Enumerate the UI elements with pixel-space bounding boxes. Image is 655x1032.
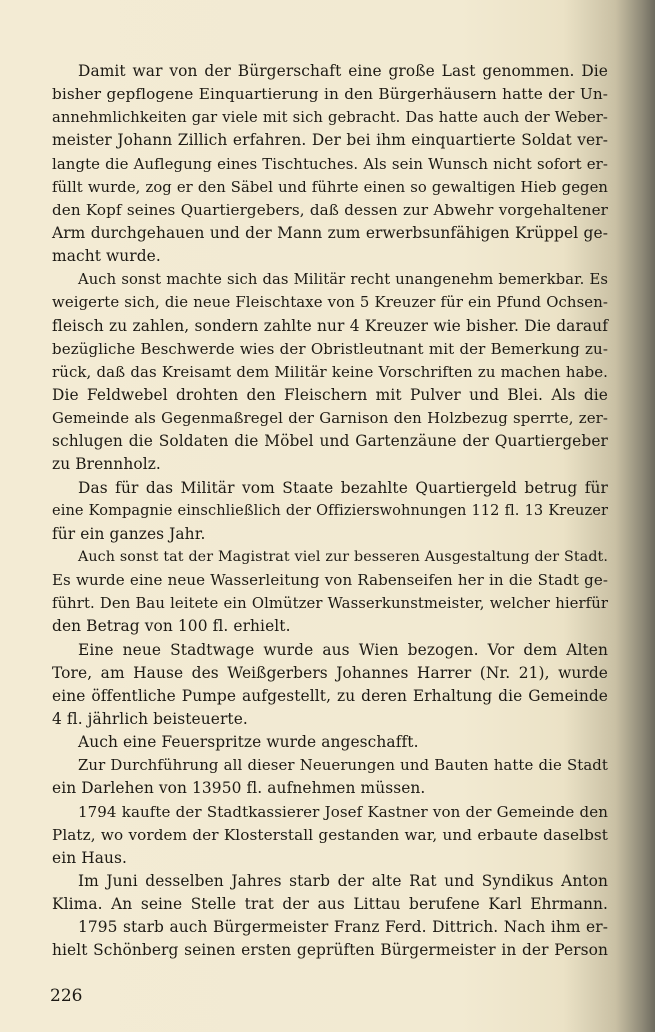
text-line: schlugen die Soldaten die Möbel und Gartenzäune der Quartiergeber — [52, 432, 608, 451]
text-line: 4 fl. jährlich beisteuerte. — [52, 709, 248, 728]
text-line: 1795 starb auch Bürgermeister Franz Ferd. Dittrich. Nach ihm er- — [78, 918, 608, 937]
text-line: Platz, wo vordem der Klosterstall gestanden war, und erbaute daselbst — [52, 825, 608, 844]
text-line: bisher gepflogene Einquartierung in den Bürgerhäusern hatte der Un- — [52, 85, 608, 104]
text-line: langte die Auflegung eines Tischtuches. Als sein Wunsch nicht sofort er- — [52, 154, 608, 173]
text-line: Das für das Militär vom Staate bezahlte Quartiergeld betrug für — [78, 478, 608, 497]
text-line: fleisch zu zahlen, sondern zahlte nur 4 Kreuzer wie bisher. Die darauf — [52, 316, 608, 335]
text-line: bezügliche Beschwerde wies der Obristleutnant mit der Bemerkung zu- — [52, 339, 608, 358]
text-line: hielt Schönberg seinen ersten geprüften Bürgermeister in der Person — [52, 941, 608, 960]
text-line: Zur Durchführung all dieser Neuerungen und Bauten hatte die Stadt — [78, 756, 608, 775]
text-line: meister Johann Zillich erfahren. Der bei ihm einquartierte Soldat ver- — [52, 131, 608, 150]
text-line: zu Brennholz. — [52, 455, 161, 474]
page-number: 226 — [50, 986, 83, 1006]
text-line: ein Haus. — [52, 848, 128, 867]
body-text — [52, 60, 608, 962]
text-line: Arm durchgehauen und der Mann zum erwerbsunfähigen Krüppel ge- — [52, 223, 608, 242]
text-line: den Kopf seines Quartiergebers, daß dessen zur Abwehr vorgehaltener — [52, 200, 608, 219]
text-line: macht wurde. — [52, 247, 161, 266]
text-line: Es wurde eine neue Wasserleitung von Rabenseifen her in die Stadt ge- — [52, 571, 608, 590]
text-line: Gemeinde als Gegenmaßregel der Garnison den Holzbezug sperrte, zer- — [52, 409, 608, 428]
text-line: weigerte sich, die neue Fleischtaxe von 5 Kreuzer für ein Pfund Ochsen- — [52, 293, 608, 312]
text-line: für ein ganzes Jahr. — [52, 524, 206, 543]
text-line: Im Juni desselben Jahres starb der alte Rat und Syndikus Anton — [78, 871, 608, 890]
text-line: ein Darlehen von 13950 fl. aufnehmen müssen. — [52, 779, 426, 798]
text-line: Tore, am Hause des Weißgerbers Johannes Harrer (Nr. 21), wurde — [52, 663, 608, 682]
text-line: führt. Den Bau leitete ein Olmützer Wasserkunstmeister, welcher hierfür — [52, 595, 608, 613]
text-line: Eine neue Stadtwage wurde aus Wien bezogen. Vor dem Alten — [78, 640, 608, 659]
text-line: eine öffentliche Pumpe aufgestellt, zu deren Erhaltung die Gemeinde — [52, 686, 608, 705]
text-line: den Betrag von 100 fl. erhielt. — [52, 617, 291, 636]
text-line: füllt wurde, zog er den Säbel und führte einen so gewaltigen Hieb gegen — [52, 178, 608, 196]
text-line: Damit war von der Bürgerschaft eine große Last genommen. Die — [78, 62, 608, 80]
text-line: Auch eine Feuerspritze wurde angeschafft. — [78, 733, 419, 752]
text-line: eine Kompagnie einschließlich der Offizierswohnungen 112 fl. 13 Kreuzer — [52, 502, 608, 519]
text-line: Auch sonst tat der Magistrat viel zur besseren Ausgestaltung der Stadt. — [78, 548, 608, 565]
text-line: Die Feldwebel drohten den Fleischern mit Pulver und Blei. Als die — [52, 385, 608, 404]
text-line: rück, daß das Kreisamt dem Militär keine Vorschriften zu machen habe. — [52, 362, 608, 381]
text-line: Auch sonst machte sich das Militär recht unangenehm bemerkbar. Es — [78, 271, 608, 289]
text-line: Klima. An seine Stelle trat der aus Littau berufene Karl Ehrmann. — [52, 895, 608, 914]
text-line: annehmlichkeiten gar viele mit sich gebracht. Das hatte auch der Weber- — [52, 109, 608, 127]
text-line: 1794 kaufte der Stadtkassierer Josef Kastner von der Gemeinde den — [78, 802, 608, 821]
